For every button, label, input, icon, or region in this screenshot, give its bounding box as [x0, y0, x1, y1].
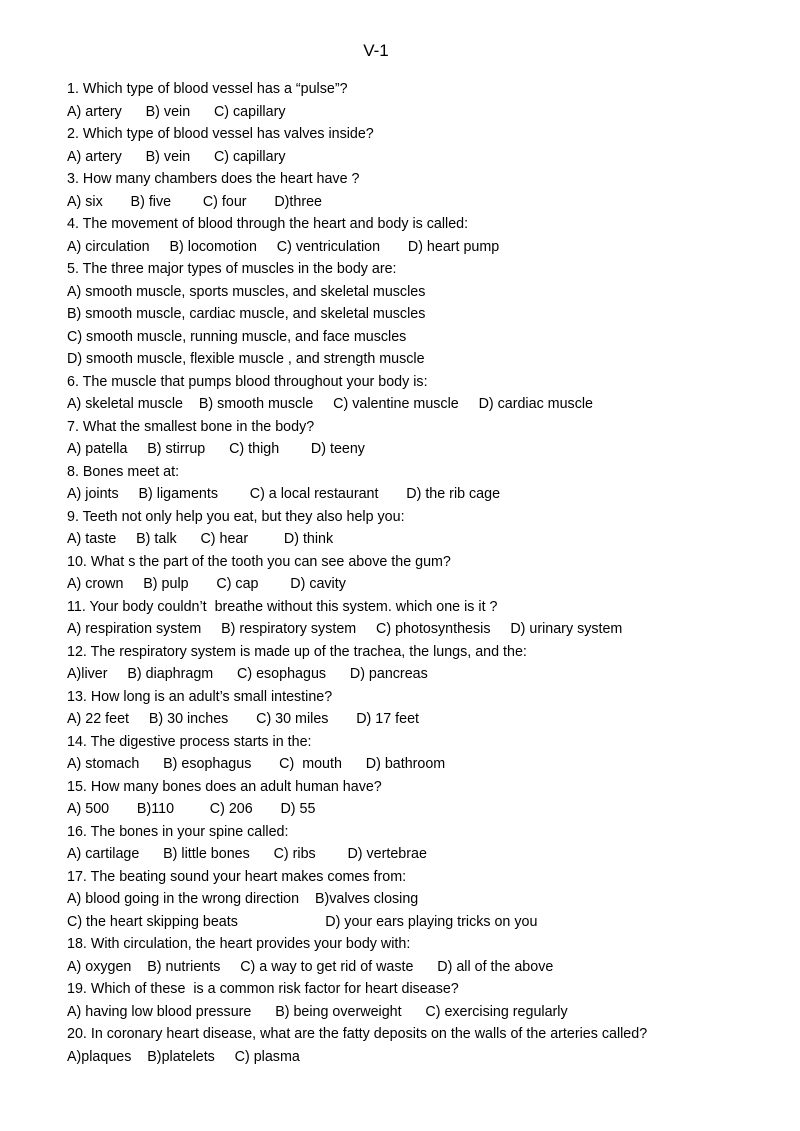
document-line: A) having low blood pressure B) being overweight C) exercising regularly: [67, 1003, 568, 1020]
document-line: A) joints B) ligaments C) a local restaurant D) the rib cage: [67, 486, 501, 502]
document-line: C) the heart skipping beats D) your ears playing tricks on you: [67, 913, 538, 930]
document-line: 4. The movement of blood through the heart and body is called:: [67, 216, 469, 232]
document-line: A) 500 B)110 C) 206 D) 55: [67, 801, 316, 817]
document-line: 18. With circulation, the heart provides your body with:: [67, 936, 411, 952]
document-line: A) 22 feet B) 30 inches C) 30 miles D) 17 feet: [67, 711, 420, 727]
document-line: 12. The respiratory system is made up of the trachea, the lungs, and the:: [67, 643, 527, 660]
question-list: [67, 78, 767, 1068]
document-line: A) patella B) stirrup C) thigh D) teeny: [67, 441, 365, 457]
document-line: A) artery B) vein C) capillary: [67, 103, 286, 120]
document-line: 16. The bones in your spine called:: [67, 823, 289, 840]
document-line: 5. The three major types of muscles in the body are:: [67, 261, 397, 277]
document-line: A) taste B) talk C) hear D) think: [67, 531, 334, 547]
document-line: A) cartilage B) little bones C) ribs D) vertebrae: [67, 846, 427, 862]
document-line: B) smooth muscle, cardiac muscle, and skeletal muscles: [67, 306, 426, 322]
document-line: A) oxygen B) nutrients C) a way to get rid of waste D) all of the above: [67, 958, 554, 975]
document-line: A) six B) five C) four D)three: [67, 193, 323, 210]
document-line: A) stomach B) esophagus C) mouth D) bathroom: [67, 756, 446, 772]
document-line: 8. Bones meet at:: [67, 463, 180, 480]
document-line: 13. How long is an adult’s small intestine?: [67, 688, 333, 705]
document-line: A) circulation B) locomotion C) ventriculation D) heart pump: [67, 238, 500, 255]
document-line: A) respiration system B) respiratory system C) photosynthesis D) urinary system: [67, 621, 623, 637]
document-line: A) smooth muscle, sports muscles, and skeletal muscles: [67, 283, 426, 300]
document-line: A)plaques B)platelets C) plasma: [67, 1048, 300, 1065]
document-line: 20. In coronary heart disease, what are the fatty deposits on the walls of the arteries called?: [67, 1026, 648, 1042]
document-line: 14. The digestive process starts in the:: [67, 733, 312, 750]
document-line: A)liver B) diaphragm C) esophagus D) pancreas: [67, 666, 428, 682]
document-line: 1. Which type of blood vessel has a “pulse”?: [67, 81, 348, 97]
document-title: V-1: [363, 41, 389, 60]
document-line: 7. What the smallest bone in the body?: [67, 418, 315, 435]
document-line: 15. How many bones does an adult human have?: [67, 778, 382, 795]
document-line: 19. Which of these is a common risk factor for heart disease?: [67, 981, 459, 997]
document-line: A) crown B) pulp C) cap D) cavity: [67, 576, 346, 592]
document-line: D) smooth muscle, flexible muscle , and strength muscle: [67, 351, 425, 367]
document-line: 17. The beating sound your heart makes comes from:: [67, 868, 407, 885]
document-line: 10. What s the part of the tooth you can see above the gum?: [67, 553, 451, 570]
document-line: A) blood going in the wrong direction B)valves closing: [67, 891, 419, 907]
document-line: C) smooth muscle, running muscle, and face muscles: [67, 328, 407, 345]
document-line: 2. Which type of blood vessel has valves inside?: [67, 126, 374, 142]
document-line: 6. The muscle that pumps blood throughout your body is:: [67, 373, 428, 390]
document-line: 11. Your body couldn’t breathe without this system. which one is it ?: [67, 598, 498, 615]
document-line: A) skeletal muscle B) smooth muscle C) valentine muscle D) cardiac muscle: [67, 396, 593, 412]
document-line: 9. Teeth not only help you eat, but they also help you:: [67, 508, 405, 525]
document-line: A) artery B) vein C) capillary: [67, 148, 286, 165]
document-line: 3. How many chambers does the heart have ?: [67, 171, 360, 187]
